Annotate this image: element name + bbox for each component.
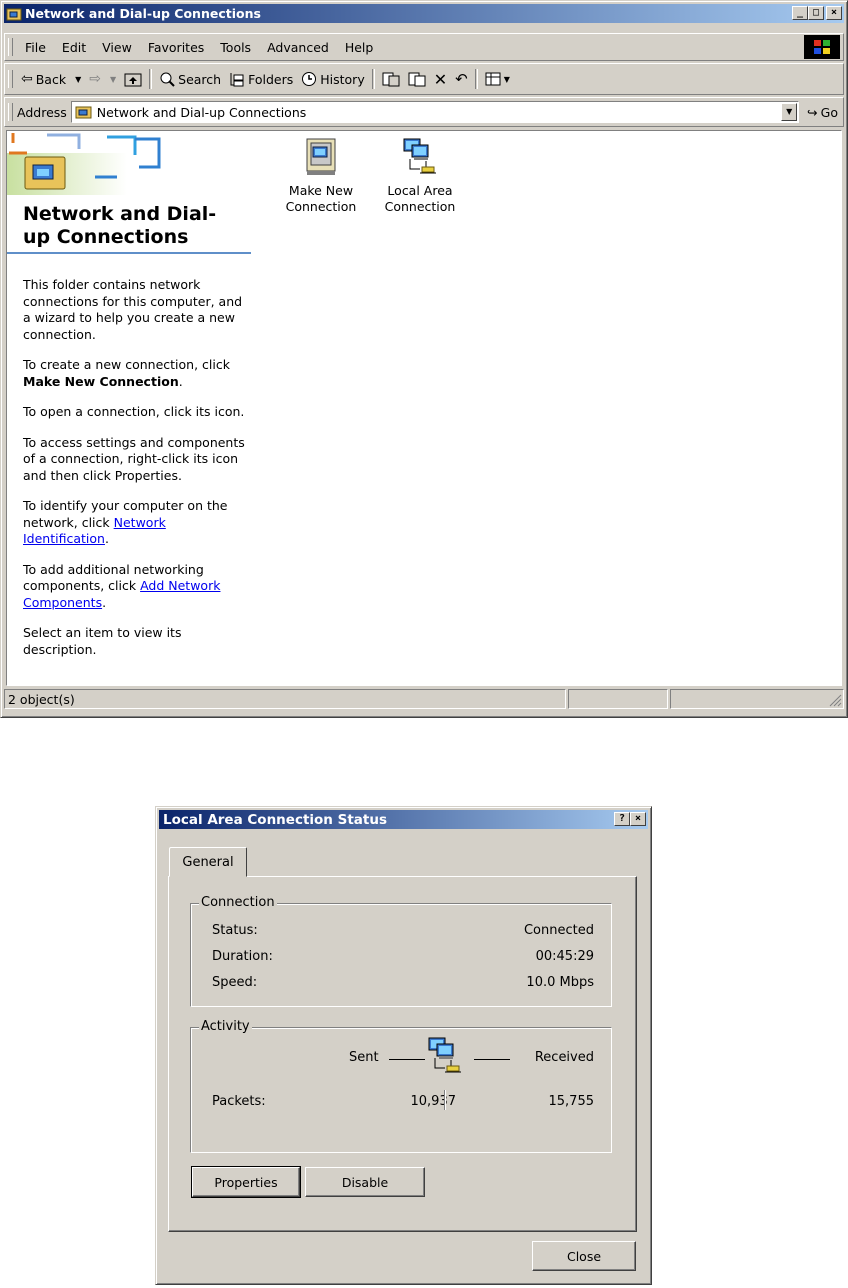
panel-text: This folder contains network connections for this computer, and a wizard to help you create a new connection. (23, 277, 243, 342)
address-label: Address (17, 104, 67, 120)
tab-general-label: General (182, 854, 234, 870)
menu-tools[interactable]: Tools (220, 39, 252, 55)
minimize-button[interactable]: _ (792, 6, 808, 20)
up-folder-icon (124, 71, 142, 87)
menu-favorites[interactable]: Favorites (147, 39, 205, 55)
delete-button[interactable] (430, 70, 451, 89)
packets-sent-value: 10,937 (410, 1094, 456, 1109)
status-panel-2 (568, 689, 668, 709)
panel-heading: Network and Dial-up Connections (23, 203, 217, 248)
panel-text: To add additional networking components, click Add Network Components. (23, 561, 221, 610)
panel-heading-rule (7, 252, 251, 254)
status-objects: 2 object(s) (4, 689, 566, 709)
history-icon (301, 71, 317, 87)
activity-group (190, 1019, 612, 1153)
status-value: Connected (523, 923, 594, 938)
panel-text: To open a connection, click its icon. (23, 404, 245, 419)
speed-label: Speed: (212, 975, 258, 990)
copy-to-button[interactable] (404, 71, 430, 87)
copy-to-icon (408, 71, 426, 87)
panel-bold-text: Make New Connection (23, 373, 179, 389)
disable-label: Disable (341, 1174, 389, 1190)
make-new-connection-icon (304, 137, 338, 177)
move-to-icon (382, 71, 400, 87)
panel-text: To identify your computer on the network, click Network Identification. (23, 498, 228, 546)
panel-text: To access settings and components of a connection, right-click its icon and then click Properties. (23, 434, 245, 483)
history-button[interactable] (297, 71, 368, 87)
network-folder-icon (6, 6, 22, 22)
banner-graphic (7, 131, 251, 201)
status-label: Status: (212, 923, 258, 938)
move-to-button[interactable] (378, 71, 404, 87)
views-button[interactable] (481, 72, 514, 86)
received-line (474, 1059, 510, 1060)
packets-label: Packets: (212, 1094, 266, 1109)
connection-legend: Connection (201, 895, 275, 910)
undo-icon: ↶ (455, 70, 468, 88)
duration-label: Duration: (212, 949, 273, 964)
explorer-titlebar[interactable] (4, 4, 844, 23)
tab-general[interactable] (169, 847, 247, 877)
add-network-components-link[interactable]: Add Network Components (23, 578, 221, 610)
make-new-connection-label-2: Connection (285, 199, 357, 214)
toolbar-grip[interactable] (8, 70, 13, 88)
back-button[interactable] (17, 71, 85, 87)
address-grip[interactable] (8, 103, 13, 121)
dialog-title: Local Area Connection Status (163, 811, 388, 828)
webview-panel (7, 131, 251, 685)
help-button[interactable]: ? (614, 812, 630, 826)
received-label: Received (534, 1050, 594, 1065)
history-label: History (320, 71, 365, 87)
views-icon (485, 72, 501, 86)
back-arrow-icon: ⇦ (21, 71, 33, 87)
search-button[interactable] (155, 71, 225, 87)
toolbar-separator (149, 69, 152, 89)
forward-dropdown-icon: ▼ (109, 74, 117, 84)
properties-button[interactable] (192, 1167, 300, 1197)
delete-icon: ✕ (433, 69, 448, 89)
folders-label: Folders (248, 71, 294, 87)
packets-received-value: 15,755 (548, 1094, 594, 1109)
local-area-connection-label-2: Connection (384, 199, 456, 214)
folders-button[interactable] (225, 71, 297, 87)
up-folder-button[interactable] (120, 71, 146, 87)
menu-advanced[interactable]: Advanced (267, 39, 329, 55)
content-pane (6, 130, 842, 686)
menubar-grip[interactable] (8, 38, 13, 56)
close-button[interactable]: × (826, 6, 842, 20)
toolbar (4, 65, 844, 93)
local-area-connection-icon (402, 137, 438, 177)
back-label: Back (35, 71, 67, 87)
disable-button[interactable] (305, 1167, 425, 1197)
address-bar (4, 98, 844, 126)
make-new-connection-item[interactable] (279, 137, 363, 215)
make-new-connection-label-1: Make New (288, 183, 354, 198)
go-arrow-icon: ↪ (807, 104, 818, 120)
address-dropdown-button[interactable]: ▼ (781, 103, 797, 121)
address-input[interactable] (71, 101, 799, 123)
packets-divider (444, 1090, 446, 1110)
network-folder-icon (25, 157, 65, 189)
status-panel-3 (670, 689, 844, 709)
menu-view[interactable]: View (102, 39, 132, 55)
back-dropdown-icon: ▼ (75, 74, 82, 84)
panel-text: Select an item to view its description. (23, 625, 182, 657)
address-value: Network and Dial-up Connections (96, 104, 307, 120)
go-label: Go (820, 104, 838, 120)
forward-arrow-icon: ⇨ (89, 71, 101, 87)
network-folder-icon (75, 104, 93, 120)
menu-help[interactable]: Help (344, 39, 374, 55)
duration-value: 00:45:29 (535, 949, 594, 964)
windows-logo-icon (804, 35, 840, 59)
views-dropdown-icon: ▼ (503, 74, 510, 84)
tab-page (168, 876, 637, 1232)
speed-value: 10.0 Mbps (526, 975, 594, 990)
activity-legend: Activity (201, 1019, 250, 1034)
menubar (4, 35, 844, 59)
dialog-titlebar[interactable] (159, 810, 648, 829)
toolbar-separator (475, 69, 478, 89)
explorer-title: Network and Dial-up Connections (25, 6, 261, 21)
menu-file[interactable]: File (25, 39, 46, 55)
toolbar-separator (372, 69, 375, 89)
status-bar (4, 689, 844, 711)
connection-group (190, 895, 612, 1007)
close-dialog-button[interactable] (532, 1241, 636, 1271)
resize-grip-icon[interactable] (828, 693, 842, 707)
go-button[interactable] (803, 105, 844, 120)
undo-button[interactable] (451, 70, 472, 88)
panel-description (23, 277, 251, 672)
close-label: Close (566, 1248, 602, 1264)
search-label: Search (178, 71, 222, 87)
maximize-button[interactable]: □ (808, 6, 824, 20)
network-identification-link[interactable]: Network Identification (23, 514, 166, 546)
folders-icon (229, 71, 245, 87)
panel-text: To create a new connection, click Make New Connection. (23, 357, 230, 389)
search-icon (159, 71, 175, 87)
menu-edit[interactable]: Edit (61, 39, 87, 55)
sent-label: Sent (349, 1050, 379, 1065)
local-area-connection-label-1: Local Area (387, 183, 453, 198)
sent-line (389, 1059, 425, 1060)
properties-label: Properties (214, 1174, 278, 1190)
forward-button[interactable] (85, 71, 120, 87)
dialog-close-x-button[interactable]: × (630, 812, 646, 826)
local-area-connection-item[interactable] (377, 137, 463, 215)
status-dialog (155, 806, 652, 1285)
network-activity-icon (427, 1036, 463, 1076)
